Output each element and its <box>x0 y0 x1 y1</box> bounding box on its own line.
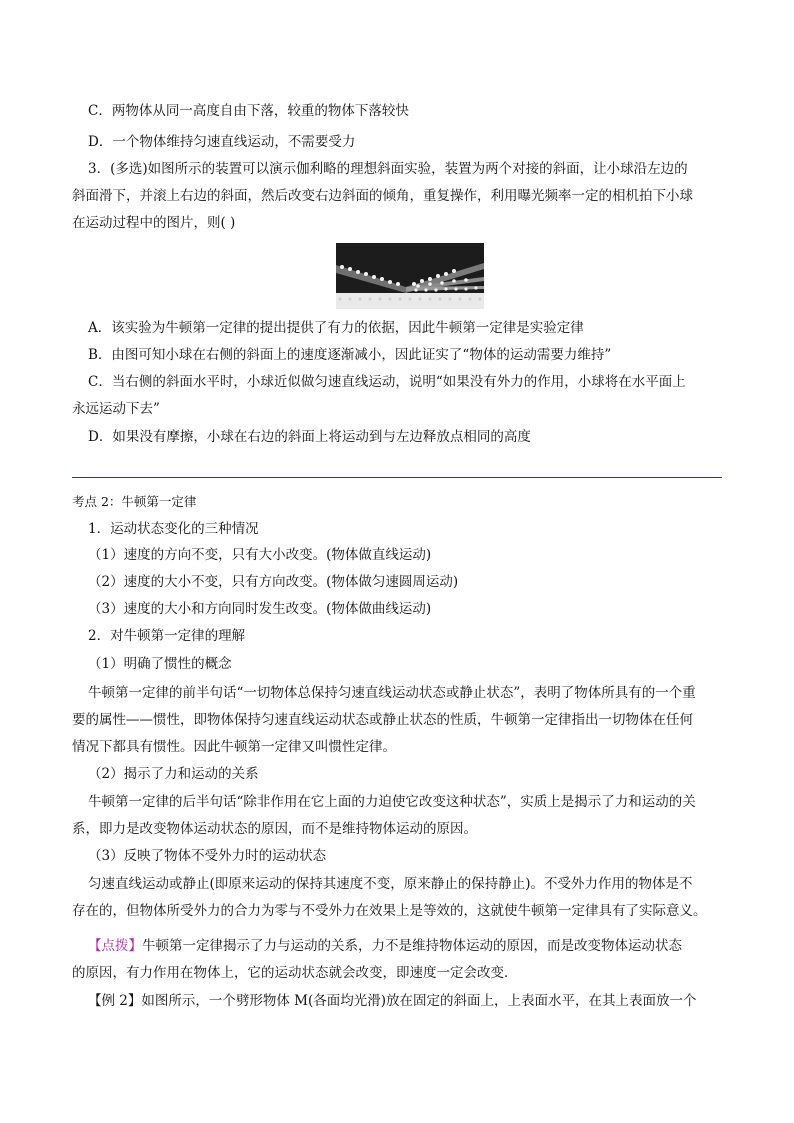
q3-option-b: B．由图可知小球在右侧的斜面上的速度逐渐减小，因此证实了“物体的运动需要力维持” <box>88 347 612 363</box>
tip-text: 牛顿第一定律揭示了力与运动的关系，力不是维持物体运动的原因，而是改变物体运动状态 <box>142 938 682 954</box>
inclined-plane-photo-drawing <box>336 243 484 309</box>
q3-stem-line1: 3．(多选)如图所示的装置可以演示伽利略的理想斜面实验，装置为两个对接的斜面，让小球沿左边的 <box>88 161 688 177</box>
item2-sub2: （2）揭示了力和运动的关系 <box>88 766 259 782</box>
para2-line2: 系，即力是改变物体运动状态的原因，而不是维持物体运动的原因。 <box>72 821 477 837</box>
example2-line1: 【例 2】如图所示，一个劈形物体 M(各面均光滑)放在固定的斜面上，上表面水平，在其上表面放一个 <box>88 993 697 1009</box>
para2-line1: 牛顿第一定律的后半句话“除非作用在它上面的力迫使它改变这种状态”，实质上是揭示了力和运动的关 <box>88 794 696 810</box>
para3-line1: 匀速直线运动或静止(即原来运动的保持其速度不变，原来静止的保持静止)。不受外力作用的物体是不 <box>88 876 693 892</box>
q3-option-c-line2: 永远运动下去” <box>72 401 160 417</box>
tip-label: 【点拨】 <box>88 938 142 954</box>
q3-option-a: A．该实验为牛顿第一定律的提出提供了有力的依据，因此牛顿第一定律是实验定律 <box>88 320 584 336</box>
para1-line3: 情况下都具有惯性。因此牛顿第一定律又叫惯性定律。 <box>72 739 396 755</box>
item1-title: 1．运动状态变化的三种情况 <box>88 521 259 537</box>
q3-stem-line2: 斜面滑下，并滚上右边的斜面，然后改变右边斜面的倾角，重复操作，利用曝光频率一定的相机拍下小球 <box>72 188 693 204</box>
q2-option-d: D．一个物体维持匀速直线运动，不需要受力 <box>88 134 356 150</box>
item2-title: 2．对牛顿第一定律的理解 <box>88 628 246 644</box>
item1-case1: （1）速度的方向不变，只有大小改变。(物体做直线运动) <box>88 547 432 563</box>
tip-line2: 的原因，有力作用在物体上，它的运动状态就会改变，即速度一定会改变． <box>72 965 518 981</box>
section-heading: 考点 2：牛顿第一定律 <box>72 494 197 509</box>
item2-sub1: （1）明确了惯性的概念 <box>88 656 232 672</box>
para1-line1: 牛顿第一定律的前半句话“一切物体总保持匀速直线运动状态或静止状态”，表明了物体所具有的一个重 <box>88 685 696 701</box>
q3-option-d: D．如果没有摩擦，小球在右边的斜面上将运动到与左边释放点相同的高度 <box>88 429 531 445</box>
para3-line2: 存在的，但物体所受外力的合力为零与不受外力在效果上是等效的，这就使牛顿第一定律具有了实际意义。 <box>72 903 707 919</box>
item2-sub3: （3）反映了物体不受外力时的运动状态 <box>88 848 327 864</box>
q2-option-c: C．两物体从同一高度自由下落，较重的物体下落较快 <box>88 103 409 119</box>
q3-stem-line3: 在运动过程中的图片，则( ) <box>72 215 236 231</box>
section-divider <box>72 477 722 478</box>
inclined-plane-photo <box>336 243 484 309</box>
para1-line2: 要的属性——惯性，即物体保持匀速直线运动状态或静止状态的性质，牛顿第一定律指出一切物体在任何 <box>72 712 693 728</box>
item1-case2: （2）速度的大小不变，只有方向改变。(物体做匀速圆周运动) <box>88 574 459 590</box>
item1-case3: （3）速度的大小和方向同时发生改变。(物体做曲线运动) <box>88 601 432 617</box>
tip-line1 <box>88 936 682 956</box>
q3-option-c-line1: C．当右侧的斜面水平时，小球近似做匀速直线运动，说明“如果没有外力的作用，小球将在水平面上 <box>88 374 686 390</box>
